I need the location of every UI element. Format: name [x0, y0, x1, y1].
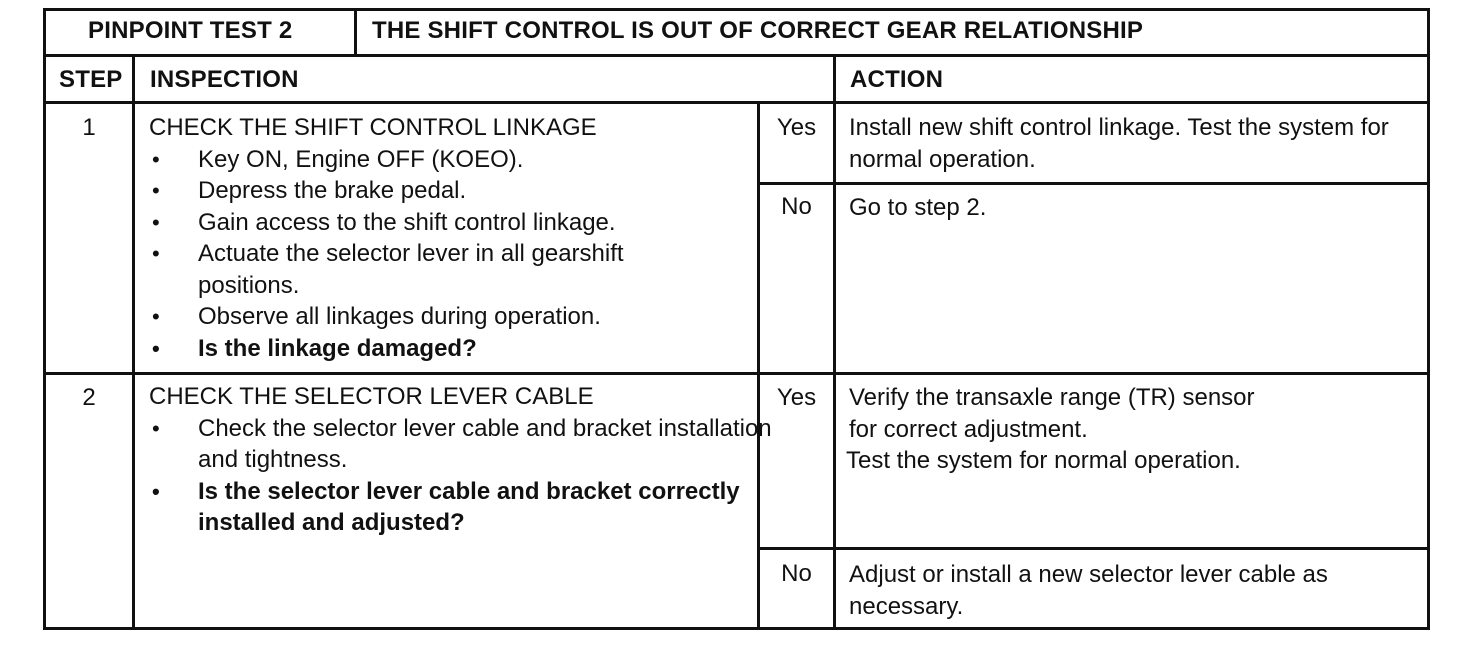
no-action: Adjust or install a new selector lever cable as necessary.: [849, 561, 1328, 620]
yes-label: Yes: [776, 384, 817, 411]
step-title: CHECK THE SHIFT CONTROL LINKAGE: [149, 114, 597, 141]
no-action: Go to step 2.: [849, 194, 987, 221]
step-inspection: [149, 381, 772, 539]
step-number: 1: [82, 114, 96, 141]
rule-step2-yes-no: [758, 547, 1430, 550]
step-inspection: [149, 112, 749, 364]
bullet-icon: •: [152, 146, 160, 172]
inspection-bullet: • Check the selector lever cable and bracket installation and tightness.: [152, 414, 772, 473]
inspection-bullet: • Gain access to the shift control linkage.: [149, 207, 749, 239]
inspection-bullet-list: [149, 144, 749, 365]
yes-action-line: Test the system for normal operation.: [846, 447, 1241, 474]
yes-action-line: Verify the transaxle range (TR) sensor: [849, 384, 1255, 411]
bullet-icon: •: [152, 478, 160, 504]
rule-between-steps: [43, 372, 1430, 375]
rule-action-column: [833, 54, 836, 630]
column-header-action: ACTION: [850, 66, 944, 93]
step-number: 2: [82, 384, 96, 411]
bullet-icon: •: [152, 304, 160, 329]
no-label: No: [781, 193, 812, 220]
rule-yes-no-column: [757, 101, 760, 630]
test-title: THE SHIFT CONTROL IS OUT OF CORRECT GEAR RELATIONSHIP: [372, 17, 1144, 44]
bullet-icon: •: [152, 335, 160, 361]
inspection-question: • Is the selector lever cable and bracket correctly installed and adjusted?: [152, 477, 740, 536]
rule-below-title: [43, 54, 1430, 57]
inspection-bullet: • Actuate the selector lever in all gearshift positions.: [152, 240, 624, 299]
yes-action: [846, 382, 1424, 477]
yes-action-line: for correct adjustment.: [849, 415, 1088, 443]
rule-below-column-headers: [43, 101, 1430, 104]
bullet-icon: •: [152, 241, 160, 266]
test-id: PINPOINT TEST 2: [88, 17, 293, 44]
rule-step-column: [132, 54, 135, 630]
bullet-icon: •: [152, 415, 160, 441]
yes-action: Install new shift control linkage. Test the system for normal operation.: [849, 114, 1389, 173]
step-title: CHECK THE SELECTOR LEVER CABLE: [149, 383, 594, 410]
inspection-bullet: • Depress the brake pedal.: [149, 175, 749, 207]
yes-label: Yes: [776, 114, 817, 141]
rule-title-divider: [354, 8, 357, 56]
column-header-step: STEP: [59, 66, 123, 93]
inspection-bullet-list: [149, 413, 772, 539]
inspection-question: • Is the linkage damaged?: [149, 333, 749, 365]
column-header-inspection: INSPECTION: [150, 66, 299, 93]
inspection-bullet: • Key ON, Engine OFF (KOEO).: [149, 144, 749, 176]
rule-step1-yes-no: [758, 182, 1430, 185]
no-label: No: [781, 560, 812, 587]
bullet-icon: •: [152, 209, 160, 235]
inspection-bullet: • Observe all linkages during operation.: [149, 301, 749, 333]
bullet-icon: •: [152, 178, 160, 203]
